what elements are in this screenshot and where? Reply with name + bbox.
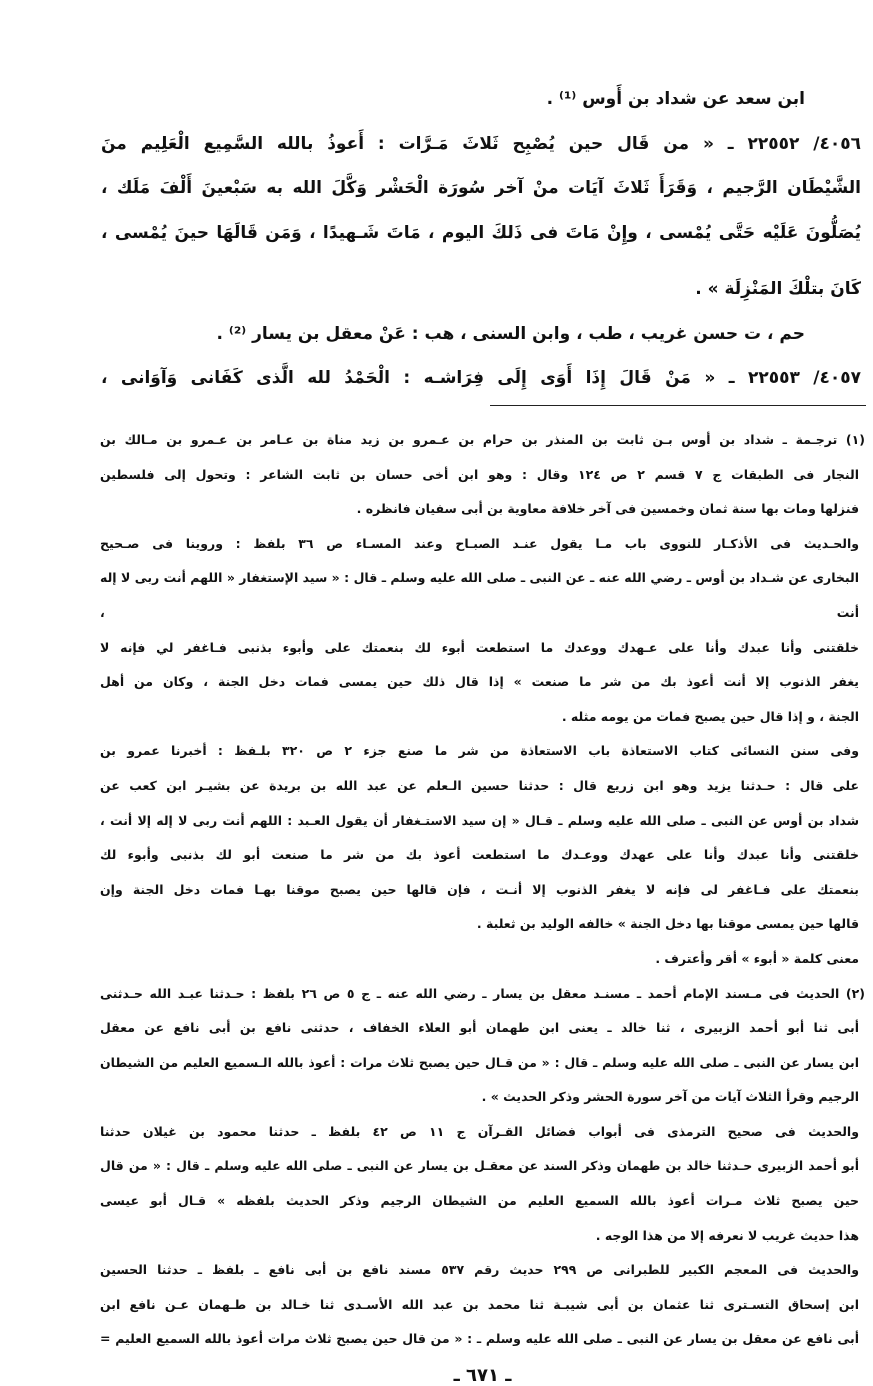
footnote-line: ابن إسحاق التسـترى ثنا عثمان بن أبى شيبـة ثنا محمد بن عبد الله الأسـدى ثنا خـالد بن طـهمان عـن نافع ابن xyxy=(100,1296,859,1312)
footnote-line: شداد بن أوس عن النبى ـ صلى الله عليه وسلم ـ قـال « إن سيد الاستـغفار أن يقول العـبد : اللهم أنت ربى لا إله إلا أنت ، xyxy=(100,812,859,828)
main-line: ابن سعد عن شداد بن أَوس ⁽¹⁾ . xyxy=(546,89,805,109)
source-line: حم ، ت حسن غريب ، طب ، وابن السنى ، هب : عَنْ معقل بن يسار ⁽²⁾ . xyxy=(216,323,805,344)
footnote-line: أبو أحمد الزبيرى حـدثنا خالد بن طهمان وذكر السند عن معقـل بن يسار عن النبى ـ صلى الله عليه وسلم ـ قال : « من قال xyxy=(100,1158,859,1174)
footnote-line: وفى سنن النسائى كتاب الاستعاذة باب الاستعاذة من شر ما صنع جزء ٢ ص ٣٢٠ بلـفظ : أخبرنا عمرو بن xyxy=(100,743,859,759)
footnote-line: خلقتنى وأنا عبدك وأنا على عـهدك ووعدك ما استطعت أبوء لك بنعمتك على وأبوء بذنبى فـاغفر لي فإنه لا xyxy=(100,639,859,655)
footnote-line: (٢) الحديث فى مـسند الإمام أحمد ـ مسنـد معقل بن يسار ـ رضي الله عنه ـ ج ٥ ص ٢٦ بلفظ : حـدثنا عبـد الله حـدثنى xyxy=(100,985,865,1001)
footnote-line: (١) ترجـمة ـ شداد بن أوس بـن ثابت بن المنذر بن حرام بن عـمرو بن زيد مناة بن عـامر بن عـمرو بن مـالك بن xyxy=(100,432,865,447)
main-hadith-text xyxy=(101,77,861,401)
footnote-line: معنى كلمة « أبوء » أقر وأعترف . xyxy=(655,950,859,966)
footnotes xyxy=(100,423,865,1386)
hadith-4056-line: ٤٠٥٦/ ٢٢٥٥٢ ـ « من قَال حين يُصْبِح ثَلاثَ مَـرَّات : أَعوذُ بالله السَّمِيع الْعَلِيم منَ xyxy=(101,133,861,154)
main-line: كَانَ بتلْكَ المَنْزِلَة » . xyxy=(695,279,861,299)
footnote-line: فنزلها ومات بها سنة ثمان وخمسين فى آخر خلافة معاوية بن أبى سفيان فانظره . xyxy=(356,501,859,517)
footnote-line: البخارى عن شـداد بن أوس ـ رضي الله عنه ـ عن النبى ـ صلى الله عليه وسلم ـ قال : « سيد الإستغفار « اللهم أنت ربى لا إله أنت ، xyxy=(100,570,859,620)
footnote-lines xyxy=(100,423,865,1357)
footnote-line: يغفر الذنوب إلا أنت أعوذ بك من شر ما صنعت » إذا قال ذلك حين يمسى فمات دخل الجنة ، وكان من أهل xyxy=(100,674,859,690)
footnote-line: خلقتنى وأنا عبدك وأنا على عهدك ووعـدك ما استطعت أعوذ بك من شر ما صنعت أبو لك بذنبى وأبوء لك xyxy=(100,847,859,863)
footnote-line: قالها حين يمسى موقنا بها دخل الجنة » خالفه الوليد بن ثعلبة . xyxy=(476,916,859,932)
footnote-line: والحديث فى صحيح الترمذى فى أبواب فضائل القـرآن ج ١١ ص ٤٢ بلفظ ـ حدثنا محمود بن غيلان حدثنا xyxy=(100,1123,859,1139)
page-number: ـ ٦٧١ ـ xyxy=(453,1365,512,1386)
footnote-line: حين يصبح ثلاث مـرات أعوذ بالله السميع العليم من الشيطان الرجيم وذكر الحديث بلفظه » قـال أبو عيسى xyxy=(100,1193,859,1209)
main-line: الشَّيْطَان الرَّجيم ، وَقَرَأَ ثَلاثَ آيَات منْ آخر سُورَة الْحَشْر وَكَّلَ الله به سَبْعينَ أَلْفَ مَلَك ، xyxy=(101,178,861,198)
hadith-4057-line: ٤٠٥٧/ ٢٢٥٥٣ ـ « مَنْ قَالَ إِذَا أَوَى إِلَى فِرَاشـه : الْحَمْدُ لله الَّذى كَفَانى وَآوَانى ، xyxy=(101,368,861,388)
footnote-line: والحـديث فى الأذكـار للنووى باب مـا يقول عنـد الصبـاح وعند المسـاء ص ٣٦ بلفظ : وروينا فى صـحيح xyxy=(100,535,859,551)
footnote-line: النجار فى الطبقات ج ٧ قسم ٢ ص ١٢٤ وقال : وهو ابن أخى حسان بن ثابت الشاعر : وتحول إلى فلسطين xyxy=(100,466,859,482)
footnote-line: والحديث فى المعجم الكبير للطبرانى ص ٢٩٩ حديث رقم ٥٣٧ مسند نافع بن أبى نافع ـ بلفظ ـ حدثنا الحسين xyxy=(100,1262,859,1278)
footnote-line: الجنة ، و إذا قال حين يصبح فمات من يومه مثله . xyxy=(561,708,859,724)
footnote-line: الرجيم وقرأ الثلاث آيات من آخر سورة الحشر وذكر الحديث » . xyxy=(481,1089,859,1105)
footnote-line: على قال : حـدثنا يزيد وهو ابن زريع قال : حدثنا حسين الـعلم عن عبد الله بن بريدة عن بشيـر ابن كعب عن xyxy=(100,777,859,793)
footnote-line: أبى ثنا أبو أحمد الزبيرى ، ثنا خالد ـ يعنى ابن طهمان أبو العلاء الخفاف ، حدثنى نافع بن أبى نافع عن معقل xyxy=(100,1020,859,1036)
footnote-line: ابن يسار عن النبى ـ صلى الله عليه وسلم ـ قال : « من قـال حين يصبح ثلاث مرات : أعوذ بالله الـسميع العليم من الشيطان xyxy=(100,1054,859,1070)
footnote-line: بنعمتك على فـاغفر لى فإنه لا يغفر الذنوب إلا أنـت ، فإن قالها حين يصبح موقنا بهـا فمات دخل الجنة وإن xyxy=(100,881,859,897)
footnote-line: هذا حديث غريب لا نعرفه إلا من هذا الوجه . xyxy=(595,1227,859,1243)
footnote-line: أبى نافع عن معقل بن يسار عن النبى ـ صلى الله عليه وسلم ـ : « من قال حين يصبح ثلاث مرات أعوذ بالله السميع العليم = xyxy=(100,1331,859,1347)
footnote-divider xyxy=(490,405,866,406)
main-line: يُصَلُّونَ عَلَيْه حَتَّى يُمْسى ، وإِنْ مَاتَ فى ذَلكَ اليوم ، مَاتَ شَـهيدًا ، وَمَن قَالَهَا حينَ يُمْسى ، xyxy=(101,222,861,243)
